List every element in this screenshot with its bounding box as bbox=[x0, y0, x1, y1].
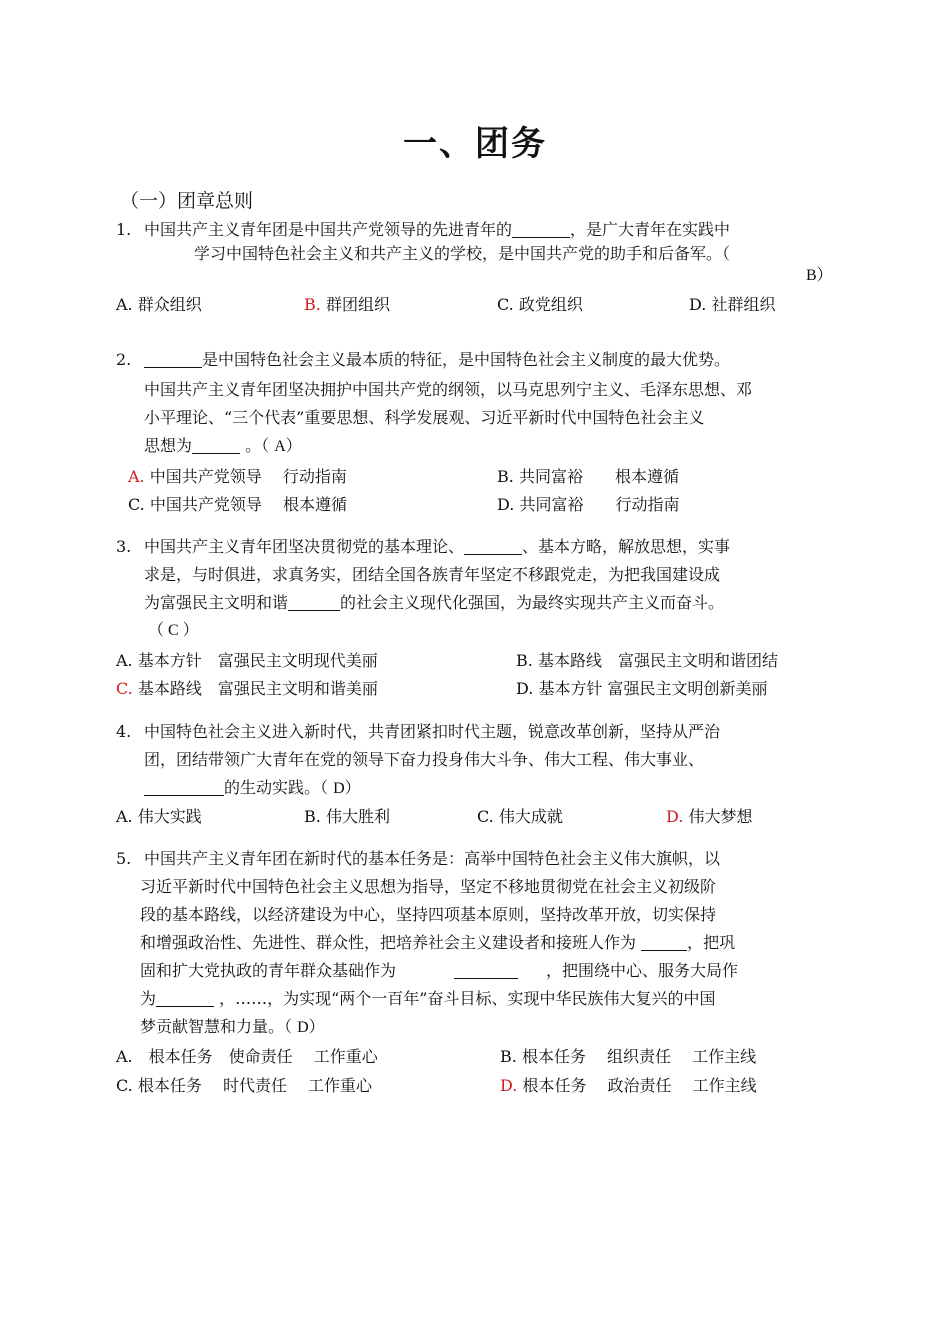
option-d: D. 根本任务 政治责任 工作主线 bbox=[500, 1076, 757, 1095]
option-b: B. 群团组织 bbox=[304, 295, 390, 314]
question-number: 1. bbox=[116, 220, 132, 239]
answer-blank bbox=[512, 219, 570, 238]
question-number: 5. bbox=[116, 849, 132, 868]
question-4 bbox=[116, 718, 856, 802]
question-number: 2. bbox=[116, 350, 132, 369]
question-text: 小平理论、“三个代表”重要思想、科学发展观、习近平新时代中国特色社会主义 bbox=[144, 408, 705, 427]
answer-mark: D） bbox=[297, 1019, 325, 1036]
question-text: 和增强政治性、先进性、群众性，把培养社会主义建设者和接班人作为 bbox=[140, 933, 637, 952]
option-d: D. 社群组织 bbox=[689, 295, 776, 314]
option-d: D. 基本方针 富强民主文明创新美丽 bbox=[516, 679, 768, 698]
question-text: 学习中国特色社会主义和共产主义的学校，是中国共产党的助手和后备军。（ bbox=[194, 244, 731, 263]
option-c: C. 伟大成就 bbox=[477, 807, 563, 826]
answer-blank bbox=[156, 988, 214, 1007]
answer-mark: A） bbox=[274, 438, 302, 455]
option-b: B. 伟大胜利 bbox=[304, 807, 390, 826]
question-text: 为 bbox=[140, 989, 157, 1008]
question-5 bbox=[116, 845, 856, 1041]
question-text: 的生动实践。（ bbox=[224, 778, 329, 797]
answer-blank bbox=[641, 932, 687, 951]
question-text: 为富强民主文明和谐 bbox=[144, 593, 289, 612]
option-a: A. 伟大实践 bbox=[116, 807, 202, 826]
option-a: A. 群众组织 bbox=[116, 295, 202, 314]
question-text: 求是，与时俱进，求真务实，团结全国各族青年坚定不移跟党走，为把我国建设成 bbox=[144, 565, 721, 584]
question-3 bbox=[116, 533, 856, 643]
option-d: D. 伟大梦想 bbox=[666, 807, 753, 826]
question-text: 。（ bbox=[245, 436, 270, 455]
section-heading: （一）团章总则 bbox=[120, 190, 254, 212]
answer-blank bbox=[144, 777, 224, 796]
question-text: ，把围绕中心、服务大局作 bbox=[546, 961, 739, 980]
question-text: 中国共产主义青年团在新时代的基本任务是：高举中国特色社会主义伟大旗帜，以 bbox=[144, 849, 721, 868]
answer-blank bbox=[144, 349, 202, 368]
question-1 bbox=[116, 216, 846, 284]
option-a: A. 基本方针 富强民主文明现代美丽 bbox=[116, 651, 378, 670]
question-text: 固和扩大党执政的青年群众基础作为 bbox=[140, 961, 397, 980]
question-text: ，是广大青年在实践中 bbox=[570, 220, 731, 239]
option-b: B. 基本路线 富强民主文明和谐团结 bbox=[516, 651, 778, 670]
option-b: B. 根本任务 组织责任 工作主线 bbox=[500, 1047, 757, 1066]
question-text: 团，团结带领广大青年在党的领导下奋力投身伟大斗争、伟大工程、伟大事业、 bbox=[144, 750, 705, 769]
option-d: D. 共同富裕 行动指南 bbox=[497, 495, 680, 514]
option-c: C. 中国共产党领导 根本遵循 bbox=[128, 495, 347, 514]
question-text: 梦贡献智慧和力量。（ bbox=[140, 1017, 293, 1036]
option-c: C. 政党组织 bbox=[497, 295, 583, 314]
question-text: 习近平新时代中国特色社会主义思想为指导，坚定不移地贯彻党在社会主义初级阶 bbox=[140, 877, 717, 896]
question-text: 中国特色社会主义进入新时代，共青团紧扣时代主题，锐意改革创新，坚持从严治 bbox=[144, 722, 721, 741]
question-text: 段的基本路线，以经济建设为中心，坚持四项基本原则，坚持改革开放，切实保持 bbox=[140, 905, 717, 924]
option-b: B. 共同富裕 根本遵循 bbox=[497, 467, 679, 486]
question-text: ，……，为实现“两个一百年”奋斗目标、实现中华民族伟大复兴的中国 bbox=[219, 989, 716, 1008]
answer-blank bbox=[454, 960, 518, 979]
answer-mark: （ C ） bbox=[148, 622, 199, 639]
question-text: 中国共产主义青年团坚决拥护中国共产党的纲领，以马克思列宁主义、毛泽东思想、邓 bbox=[144, 380, 753, 399]
option-c: C. 根本任务 时代责任 工作重心 bbox=[116, 1076, 373, 1095]
option-a: A. 中国共产党领导 行动指南 bbox=[128, 467, 347, 486]
question-text: 中国共产主义青年团是中国共产党领导的先进青年的 bbox=[144, 220, 513, 239]
answer-blank bbox=[192, 435, 240, 454]
option-a: A. 根本任务 使命责任 工作重心 bbox=[116, 1047, 378, 1066]
question-text: ，把巩 bbox=[687, 933, 736, 952]
question-text: 的社会主义现代化强国，为最终实现共产主义而奋斗。 bbox=[340, 593, 725, 612]
question-number: 4. bbox=[116, 722, 132, 741]
answer-blank bbox=[464, 536, 522, 555]
answer-mark: B） bbox=[806, 267, 833, 284]
question-text: 中国共产主义青年团坚决贯彻党的基本理论、 bbox=[144, 537, 465, 556]
answer-mark: D） bbox=[333, 780, 361, 797]
question-text: 是中国特色社会主义最本质的特征，是中国特色社会主义制度的最大优势。 bbox=[202, 350, 731, 369]
question-text: 、基本方略，解放思想，实事 bbox=[522, 537, 731, 556]
answer-blank bbox=[288, 592, 340, 611]
question-text: 思想为 bbox=[144, 436, 193, 455]
question-number: 3. bbox=[116, 537, 132, 556]
page-title: 一、团务 bbox=[403, 124, 547, 164]
question-2 bbox=[116, 346, 856, 466]
option-c: C. 基本路线 富强民主文明和谐美丽 bbox=[116, 679, 378, 698]
